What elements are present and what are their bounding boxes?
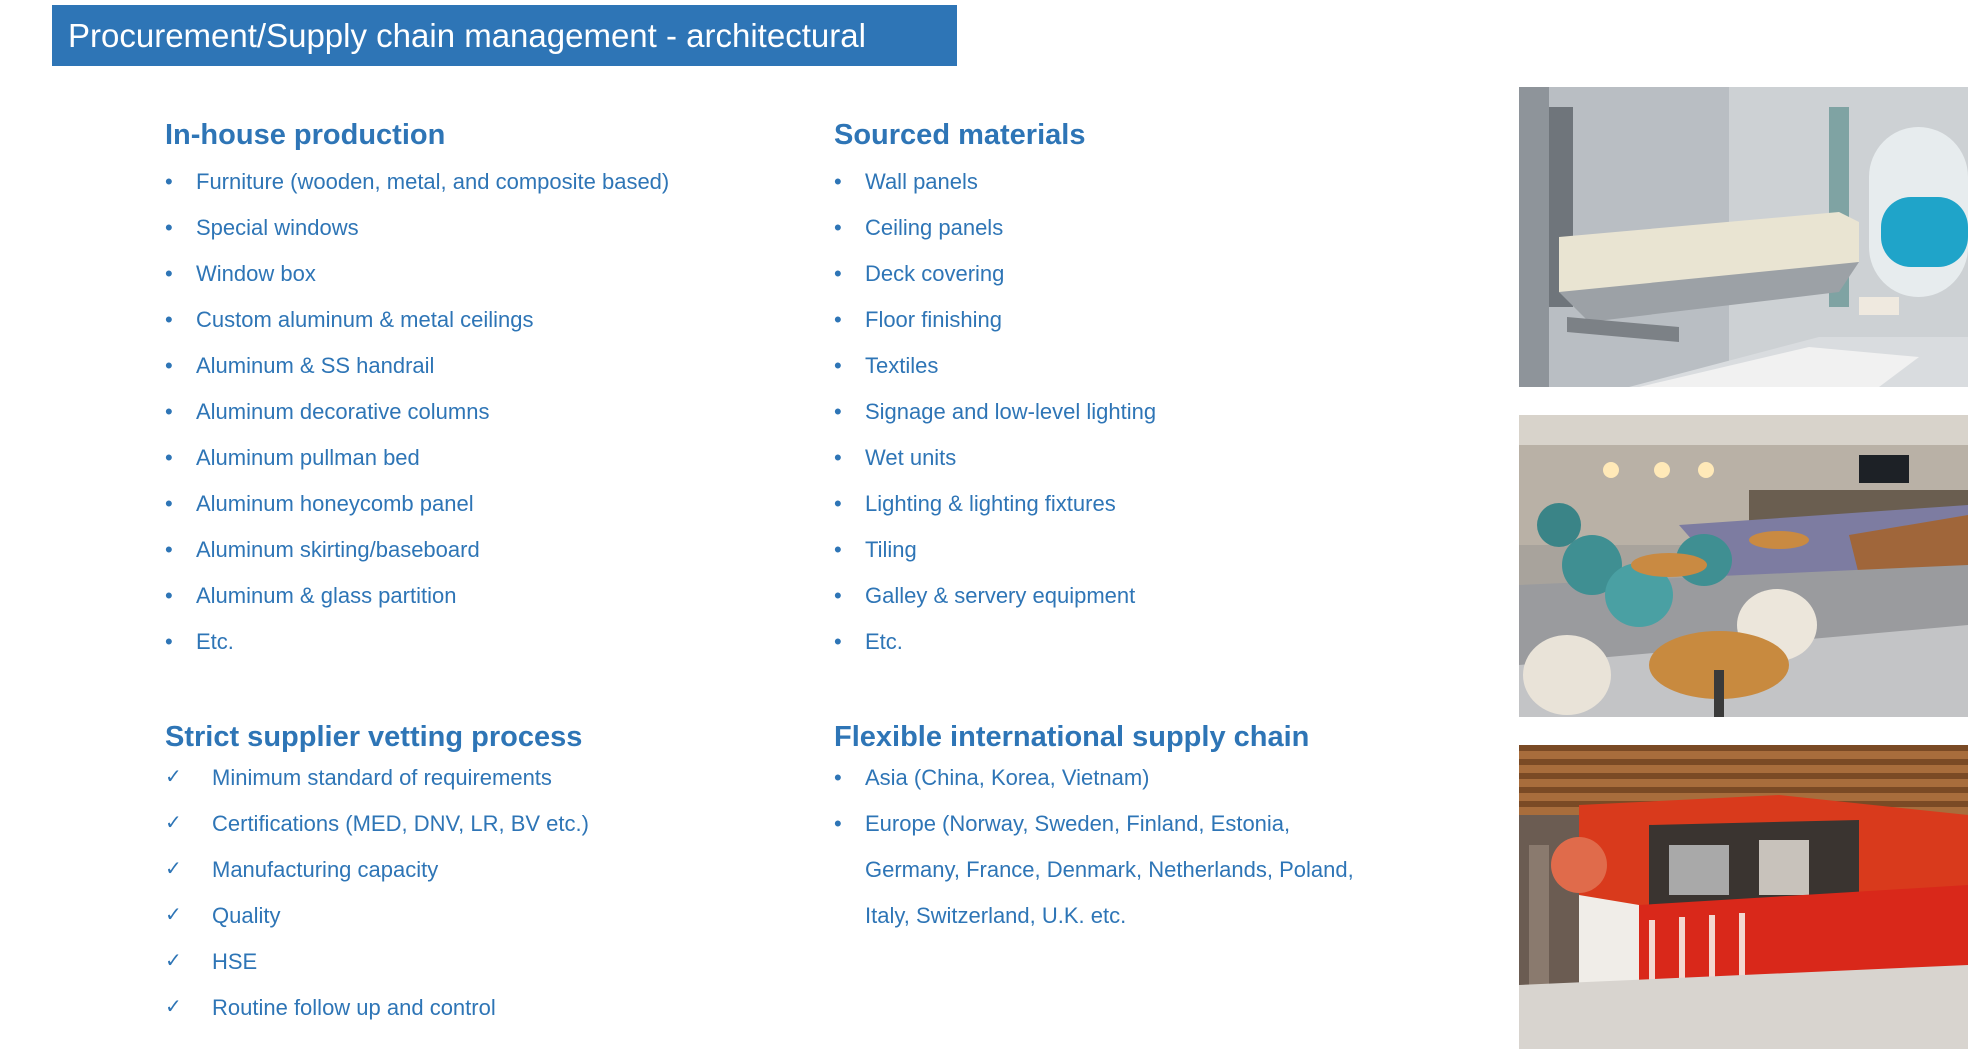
bullet-icon: • bbox=[834, 399, 842, 424]
bullet-icon: • bbox=[834, 491, 842, 516]
bullet-icon: • bbox=[165, 629, 173, 654]
bullet-icon: • bbox=[834, 261, 842, 286]
bullet-icon: • bbox=[834, 629, 842, 654]
list-item-continuation: Italy, Switzerland, U.K. etc. bbox=[865, 903, 1127, 928]
supplier-vetting-section bbox=[165, 719, 589, 1031]
list-item: • Wall panels bbox=[834, 159, 1156, 205]
list-item: • Textiles bbox=[834, 343, 1156, 389]
list-item: ✓ Routine follow up and control bbox=[165, 985, 589, 1031]
supply-chain-list bbox=[834, 755, 1354, 939]
bullet-icon: • bbox=[165, 353, 173, 378]
lounge-seating-photo bbox=[1519, 415, 1968, 717]
checkmark-icon: ✓ bbox=[165, 812, 182, 834]
inhouse-production-heading: In-house production bbox=[165, 119, 446, 151]
bullet-icon: • bbox=[834, 445, 842, 470]
list-item: ✓ HSE bbox=[165, 939, 589, 985]
list-item: • Europe (Norway, Sweden, Finland, Estonia, bbox=[834, 801, 1354, 847]
list-item: • Aluminum pullman bed bbox=[165, 435, 669, 481]
list-item: ✓ Manufacturing capacity bbox=[165, 847, 589, 893]
list-item: • Aluminum skirting/baseboard bbox=[165, 527, 669, 573]
bullet-icon: • bbox=[165, 445, 173, 470]
list-item: • Aluminum honeycomb panel bbox=[165, 481, 669, 527]
list-item: • Aluminum decorative columns bbox=[165, 389, 669, 435]
list-item: • Window box bbox=[165, 251, 669, 297]
bullet-icon: • bbox=[834, 537, 842, 562]
list-item: • Ceiling panels bbox=[834, 205, 1156, 251]
bullet-icon: • bbox=[165, 261, 173, 286]
bullet-icon: • bbox=[165, 307, 173, 332]
list-item: ✓ Quality bbox=[165, 893, 589, 939]
slide-title: Procurement/Supply chain management - architectural bbox=[52, 5, 957, 66]
sourced-materials-list bbox=[834, 159, 1156, 665]
supply-chain-heading: Flexible international supply chain bbox=[834, 721, 1310, 753]
bullet-icon: • bbox=[165, 399, 173, 424]
cabin-pullman-bed-photo bbox=[1519, 87, 1968, 387]
list-item: • Aluminum & glass partition bbox=[165, 573, 669, 619]
checkmark-icon: ✓ bbox=[165, 858, 182, 880]
list-item: ✓ Minimum standard of requirements bbox=[165, 755, 589, 801]
inhouse-production-section bbox=[165, 117, 669, 665]
checkmark-icon: ✓ bbox=[165, 766, 182, 788]
list-item: • Floor finishing bbox=[834, 297, 1156, 343]
list-item: • Aluminum & SS handrail bbox=[165, 343, 669, 389]
bullet-icon: • bbox=[165, 537, 173, 562]
bullet-icon: • bbox=[834, 765, 842, 790]
list-item: • Asia (China, Korea, Vietnam) bbox=[834, 755, 1354, 801]
list-item: ✓ Certifications (MED, DNV, LR, BV etc.) bbox=[165, 801, 589, 847]
bullet-icon: • bbox=[834, 307, 842, 332]
bullet-icon: • bbox=[834, 215, 842, 240]
bullet-icon: • bbox=[165, 215, 173, 240]
list-item: • Signage and low-level lighting bbox=[834, 389, 1156, 435]
list-item: • Galley & servery equipment bbox=[834, 573, 1156, 619]
list-item: • Wet units bbox=[834, 435, 1156, 481]
inhouse-production-list bbox=[165, 159, 669, 665]
list-item: • Tiling bbox=[834, 527, 1156, 573]
bullet-icon: • bbox=[165, 169, 173, 194]
supplier-vetting-list bbox=[165, 755, 589, 1031]
list-item: • Special windows bbox=[165, 205, 669, 251]
checkmark-icon: ✓ bbox=[165, 904, 182, 926]
checkmark-icon: ✓ bbox=[165, 996, 182, 1018]
list-item: • Custom aluminum & metal ceilings bbox=[165, 297, 669, 343]
bullet-icon: • bbox=[165, 583, 173, 608]
list-item: • Deck covering bbox=[834, 251, 1156, 297]
bullet-icon: • bbox=[834, 811, 842, 836]
bullet-icon: • bbox=[834, 169, 842, 194]
sourced-materials-section bbox=[834, 117, 1156, 665]
supply-chain-section bbox=[834, 719, 1354, 939]
bullet-icon: • bbox=[165, 491, 173, 516]
list-item-continuation: Germany, France, Denmark, Netherlands, Poland, bbox=[865, 857, 1354, 882]
list-item: • Etc. bbox=[834, 619, 1156, 665]
checkmark-icon: ✓ bbox=[165, 950, 182, 972]
list-item: • Etc. bbox=[165, 619, 669, 665]
bullet-icon: • bbox=[834, 583, 842, 608]
bullet-icon: • bbox=[834, 353, 842, 378]
list-item: • Furniture (wooden, metal, and composite based) bbox=[165, 159, 669, 205]
bar-counter-photo bbox=[1519, 745, 1968, 1049]
list-item: • Lighting & lighting fixtures bbox=[834, 481, 1156, 527]
supplier-vetting-heading: Strict supplier vetting process bbox=[165, 721, 583, 753]
sourced-materials-heading: Sourced materials bbox=[834, 119, 1086, 151]
